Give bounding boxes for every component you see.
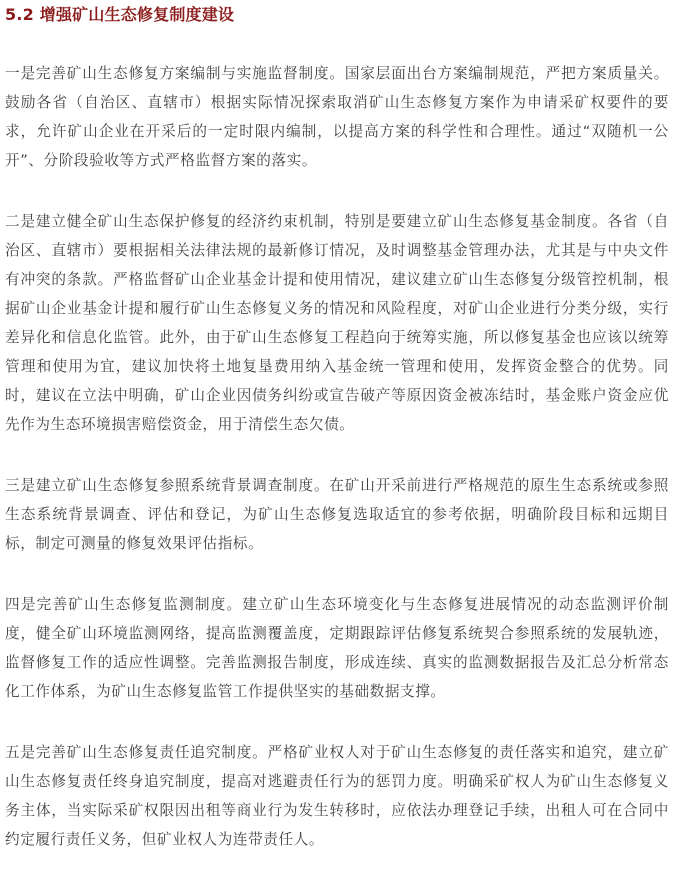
paragraph-reference-survey: 三是建立矿山生态修复参照系统背景调查制度。在矿山开采前进行严格规范的原生生态系统或参照生态系统背景调查、评估和登记，为矿山生态修复选取适宜的参考依据，明确阶段目标和远期目标，制定可测量的修复效果评估指标。 [5, 477, 669, 552]
paragraph-economic-constraint: 二是建立健全矿山生态保护修复的经济约束机制，特别是要建立矿山生态修复基金制度。各省（自治区、直辖市）要根据相关法律法规的最新修订情况，及时调整基金管理办法，尤其是与中央文件有冲突的条款。严格监督矿山企业基金计提和使用情况，建议建立矿山生态修复分级管控机制，根据矿山企业基金计提和履行矿山生态修复义务的情况和风险程度，对矿山企业进行分类分级，实行差异化和信息化监管。此外，由于矿山生态修复工程趋向于统筹实施，所以修复基金也应该以统筹管理和使用为宜，建议加快将土地复垦费用纳入基金统一管理和使用，发挥资金整合的优势。同时，建议在立法中明确，矿山企业因债务纠纷或宣告破产等原因资金被冻结时，基金账户资金应优先作为生态环境损害赔偿资金，用于清偿生态欠债。 [5, 213, 669, 433]
section-heading: 5.2 增强矿山生态修复制度建设 [5, 5, 235, 24]
paragraph-accountability: 五是完善矿山生态修复责任追究制度。严格矿业权人对于矿山生态修复的责任落实和追究，建立矿山生态修复责任终身追究制度，提高对逃避责任行为的惩罚力度。明确采矿权人为矿山生态修复义务主体，当实际采矿权限因出租等商业行为发生转移时，应依法办理登记手续，出租人可在合同中约定履行责任义务，但矿业权人为连带责任人。 [5, 744, 669, 848]
paragraph-mine-restoration-plan: 一是完善矿山生态修复方案编制与实施监督制度。国家层面出台方案编制规范，严把方案质量关。鼓励各省（自治区、直辖市）根据实际情况探索取消矿山生态修复方案作为申请采矿权要件的要求，允许矿山企业在开采后的一定时限内编制，以提高方案的科学性和合理性。通过“双随机一公开”、分阶段验收等方式严格监督方案的落实。 [5, 65, 669, 169]
paragraph-monitoring: 四是完善矿山生态修复监测制度。建立矿山生态环境变化与生态修复进展情况的动态监测评价制度，健全矿山环境监测网络，提高监测覆盖度，定期跟踪评估修复系统契合参照系统的发展轨迹，监督修复工作的适应性调整。完善监测报告制度，形成连续、真实的监测数据报告及汇总分析常态化工作体系，为矿山生态修复监管工作提供坚实的基础数据支撑。 [5, 596, 669, 700]
